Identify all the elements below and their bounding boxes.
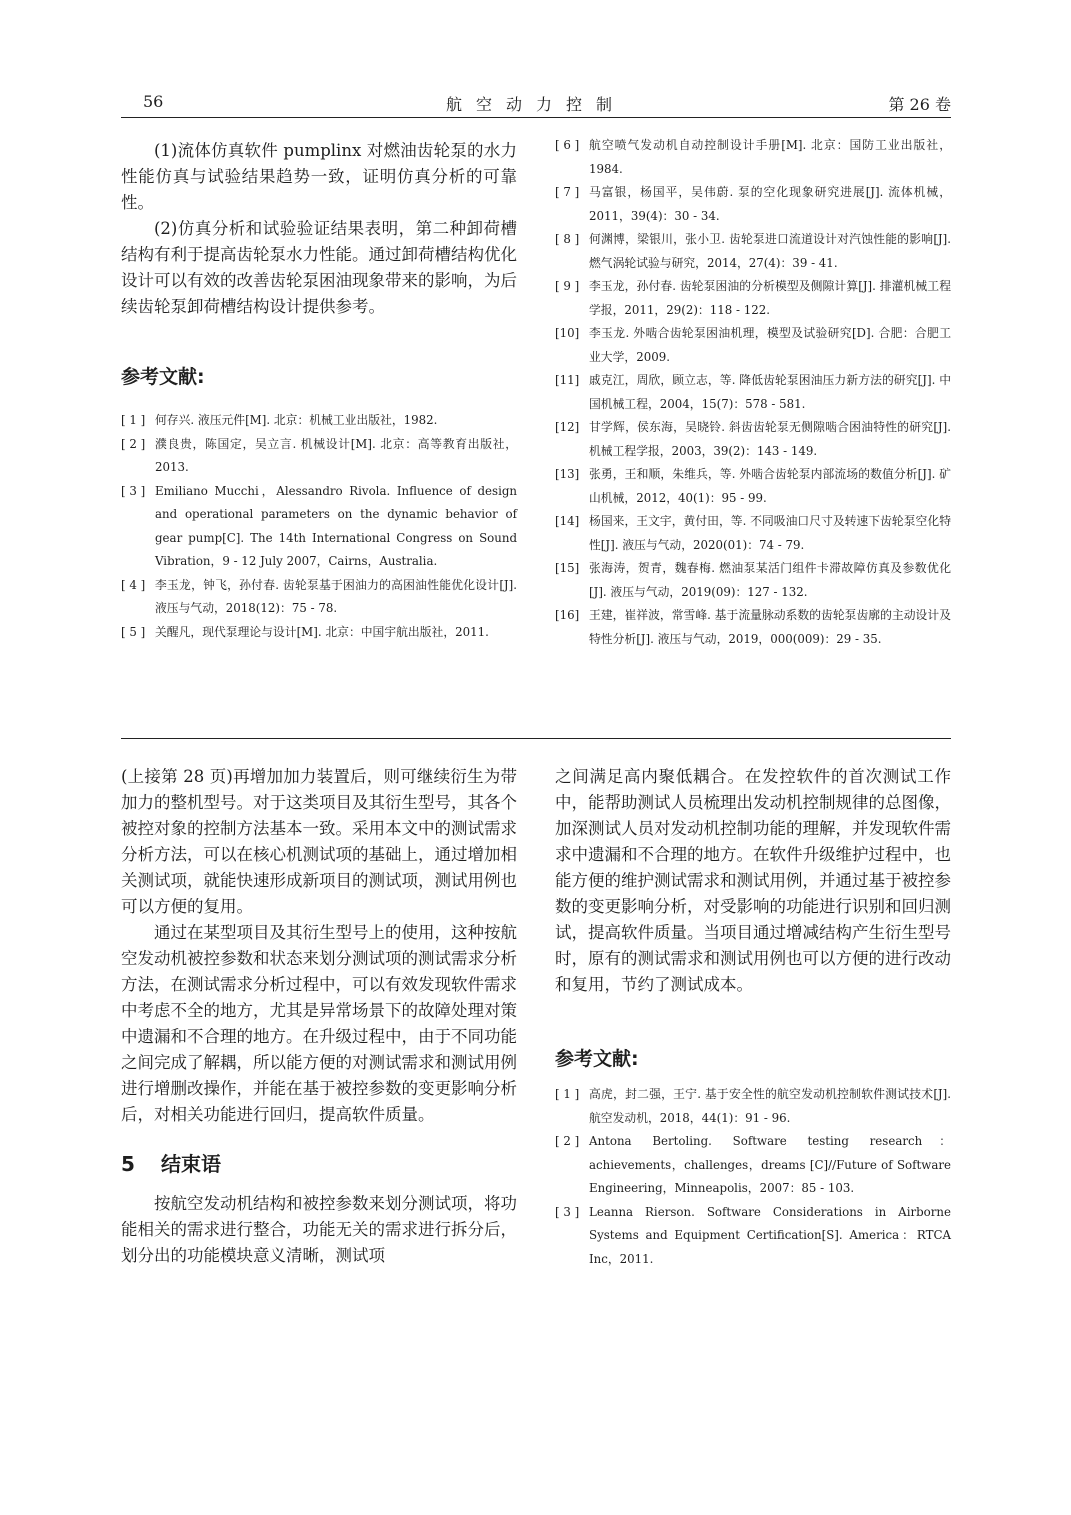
reference-text: 李玉龙，孙付春. 齿轮泵困油的分析模型及侧隙计算[J]. 排灌机械工程学报，2011，29(2)：118 - 122. [589, 279, 951, 317]
reference-number: [12] [555, 420, 580, 434]
top-left-column [121, 138, 517, 644]
reference-number: [ 7 ] [555, 185, 580, 199]
reference-number: [ 3 ] [555, 1204, 580, 1219]
reference-item [555, 1083, 951, 1130]
reference-item [555, 604, 951, 651]
reference-item [121, 574, 517, 621]
section-title: 结束语 [161, 1152, 221, 1176]
reference-list [555, 1083, 951, 1271]
continued-paragraph: (上接第 28 页)再增加加力装置后，则可继续衍生为带加力的整机型号。对于这类项目及其衍生型号，其各个被控对象的控制方法基本一致。采用本文中的测试需求分析方法，可以在核心机测试项的基础上，通过增加相关测试项，就能快速形成新项目的测试项，测试用例也可以方便的复用。 [121, 767, 517, 916]
reference-text: 戚克江，周欣，顾立志，等. 降低齿轮泵困油压力新方法的研究[J]. 中国机械工程，2004，15(7)：578 - 581. [589, 373, 951, 411]
reference-text: 李玉龙. 外啮合齿轮泵困油机理，模型及试验研究[D]. 合肥：合肥工业大学，2009. [589, 326, 951, 364]
page-header [121, 92, 951, 118]
section-heading [121, 1148, 517, 1177]
reference-text: 关醒凡，现代泵理论与设计[M]. 北京：中国宇航出版社，2011. [155, 624, 489, 639]
reference-text: Leanna Rierson. Software Considerations in Airborne Systems and Equipment Certification[S]. America：RTCA Inc，2011. [589, 1204, 951, 1266]
reference-item [121, 409, 517, 433]
reference-item [555, 557, 951, 604]
reference-list [555, 134, 951, 651]
reference-number: [ 6 ] [555, 138, 580, 152]
reference-number: [15] [555, 561, 580, 575]
reference-item [555, 416, 951, 463]
reference-number: [ 9 ] [555, 279, 580, 293]
reference-item [121, 621, 517, 645]
body-paragraph: 按航空发动机结构和被控参数来划分测试项，将功能相关的需求进行整合，功能无关的需求进行拆分后，划分出的功能模块意义清晰，测试项 [121, 1194, 517, 1265]
reference-number: [13] [555, 467, 580, 481]
page-number: 56 [143, 92, 164, 111]
reference-number: [10] [555, 326, 580, 340]
reference-text: 高虎，封二强，王宁. 基于安全性的航空发动机控制软件测试技术[J]. 航空发动机，2018，44(1)：91 - 96. [589, 1087, 951, 1125]
reference-text: 杨国来，王文宇，黄付田，等. 不同吸油口尺寸及转速下齿轮泵空化特性[J]. 液压与气动，2020(01)：74 - 79. [589, 514, 951, 552]
conclusion-paragraph-2: (2)仿真分析和试验验证结果表明，第二种卸荷槽结构有利于提高齿轮泵水力性能。通过卸荷槽结构优化设计可以有效的改善齿轮泵困油现象带来的影响，为后续齿轮泵卸荷槽结构设计提供参考。 [121, 219, 517, 316]
reference-number: [ 4 ] [121, 577, 146, 592]
reference-number: [ 5 ] [121, 624, 146, 639]
bottom-left-column [121, 764, 517, 1269]
reference-number: [16] [555, 608, 580, 622]
body-paragraph: 通过在某型项目及其衍生型号上的使用，这种按航空发动机被控参数和状态来划分测试项的测试需求分析方法，在测试需求分析过程中，可以有效发现软件需求中考虑不全的地方，尤其是异常场景下的故障处理对策中遗漏和不合理的地方。在升级过程中，由于不同功能之间完成了解耦，所以能方便的对测试需求和测试用例进行增删改操作，并能在基于被控参数的变更影响分析后，对相关功能进行回归，提高软件质量。 [121, 923, 517, 1124]
reference-list [121, 409, 517, 644]
reference-text: 何存兴. 液压元件[M]. 北京：机械工业出版社，1982. [155, 413, 438, 427]
journal-title: 航空动力控制 [445, 95, 626, 114]
reference-number: [ 2 ] [555, 1134, 580, 1148]
reference-text: 张海涛，贺青，魏春梅. 燃油泵某活门组件卡滞故障仿真及参数优化[J]. 液压与气动，2019(09)：127 - 132. [589, 561, 951, 599]
reference-text: 李玉龙，钟飞，孙付春. 齿轮泵基于困油力的高困油性能优化设计[J]. 液压与气动，2018(12)：75 - 78. [155, 577, 517, 615]
reference-text: 王建，崔祥波，常雪峰. 基于流量脉动系数的齿轮泵齿廓的主动设计及特性分析[J]. 液压与气动，2019，000(009)：29 - 35. [589, 608, 951, 646]
reference-item [555, 369, 951, 416]
reference-item [555, 228, 951, 275]
header-rule [121, 117, 951, 118]
body-paragraph: 之间满足高内聚低耦合。在发控软件的首次测试工作中，能帮助测试人员梳理出发动机控制规律的总图像，加深测试人员对发动机控制功能的理解，并发现软件需求中遗漏和不合理的地方。在软件升级维护过程中，也能方便的维护测试需求和测试用例，并通过基于被控参数的变更影响分析，对受影响的功能进行识别和回归测试，提高软件质量。当项目通过增减结构产生衍生型号时，原有的测试需求和测试用例也可以方便的进行改动和复用，节约了测试成本。 [555, 767, 951, 994]
reference-item [121, 433, 517, 480]
reference-number: [ 3 ] [121, 483, 146, 498]
section-number: 5 [121, 1152, 135, 1176]
reference-number: [ 2 ] [121, 436, 146, 451]
volume-label: 第 26 卷 [888, 95, 951, 114]
reference-item [555, 1130, 951, 1201]
section-divider [121, 738, 951, 739]
reference-number: [11] [555, 373, 580, 387]
reference-item [121, 480, 517, 574]
conclusion-paragraph-1: (1)流体仿真软件 pumplinx 对燃油齿轮泵的水力性能仿真与试验结果趋势一致，证明仿真分析的可靠性。 [121, 141, 517, 212]
bottom-right-column [555, 764, 951, 1271]
reference-text: 何渊博，梁银川，张小卫. 齿轮泵进口流道设计对汽蚀性能的影响[J]. 燃气涡轮试验与研究，2014，27(4)：39 - 41. [589, 232, 951, 270]
reference-item [555, 322, 951, 369]
references-heading: 参考文献: [555, 1048, 639, 1070]
reference-number: [ 1 ] [121, 413, 146, 427]
reference-text: Emiliano Mucchi，Alessandro Rivola. Influence of design and operational parameters on the dynamic behavior of gear pump[C]. The 14th International Congress on Sound Vibration，9 - 12 July 2007，Cairns，Australia. [155, 483, 517, 568]
reference-number: [14] [555, 514, 580, 528]
references-heading: 参考文献: [121, 366, 205, 388]
reference-text: 濮良贵，陈国定，吴立言. 机械设计[M]. 北京：高等教育出版社，2013. [155, 436, 517, 474]
reference-text: 航空喷气发动机自动控制设计手册[M]. 北京：国防工业出版社，1984. [589, 138, 951, 176]
reference-item [555, 275, 951, 322]
reference-number: [ 8 ] [555, 232, 580, 246]
reference-number: [ 1 ] [555, 1087, 580, 1101]
reference-item [555, 510, 951, 557]
reference-text: 甘学辉，侯东海，吴晓铃. 斜齿齿轮泵无侧隙啮合困油特性的研究[J]. 机械工程学报，2003，39(2)：143 - 149. [589, 420, 951, 458]
reference-item [555, 1201, 951, 1272]
reference-text: Antona Bertoling. Software testing research：achievements，challenges，dreams [C]//Future of Software Engineering，Minneapolis，2007：85 - 103. [589, 1134, 951, 1195]
reference-item [555, 463, 951, 510]
reference-text: 马富银，杨国平，吴伟蔚. 泵的空化现象研究进展[J]. 流体机械，2011，39(4)：30 - 34. [589, 185, 951, 223]
reference-item [555, 181, 951, 228]
reference-text: 张勇，王和顺，朱维兵，等. 外啮合齿轮泵内部流场的数值分析[J]. 矿山机械，2012，40(1)：95 - 99. [589, 467, 951, 505]
reference-item [555, 134, 951, 181]
top-right-column [555, 134, 951, 651]
